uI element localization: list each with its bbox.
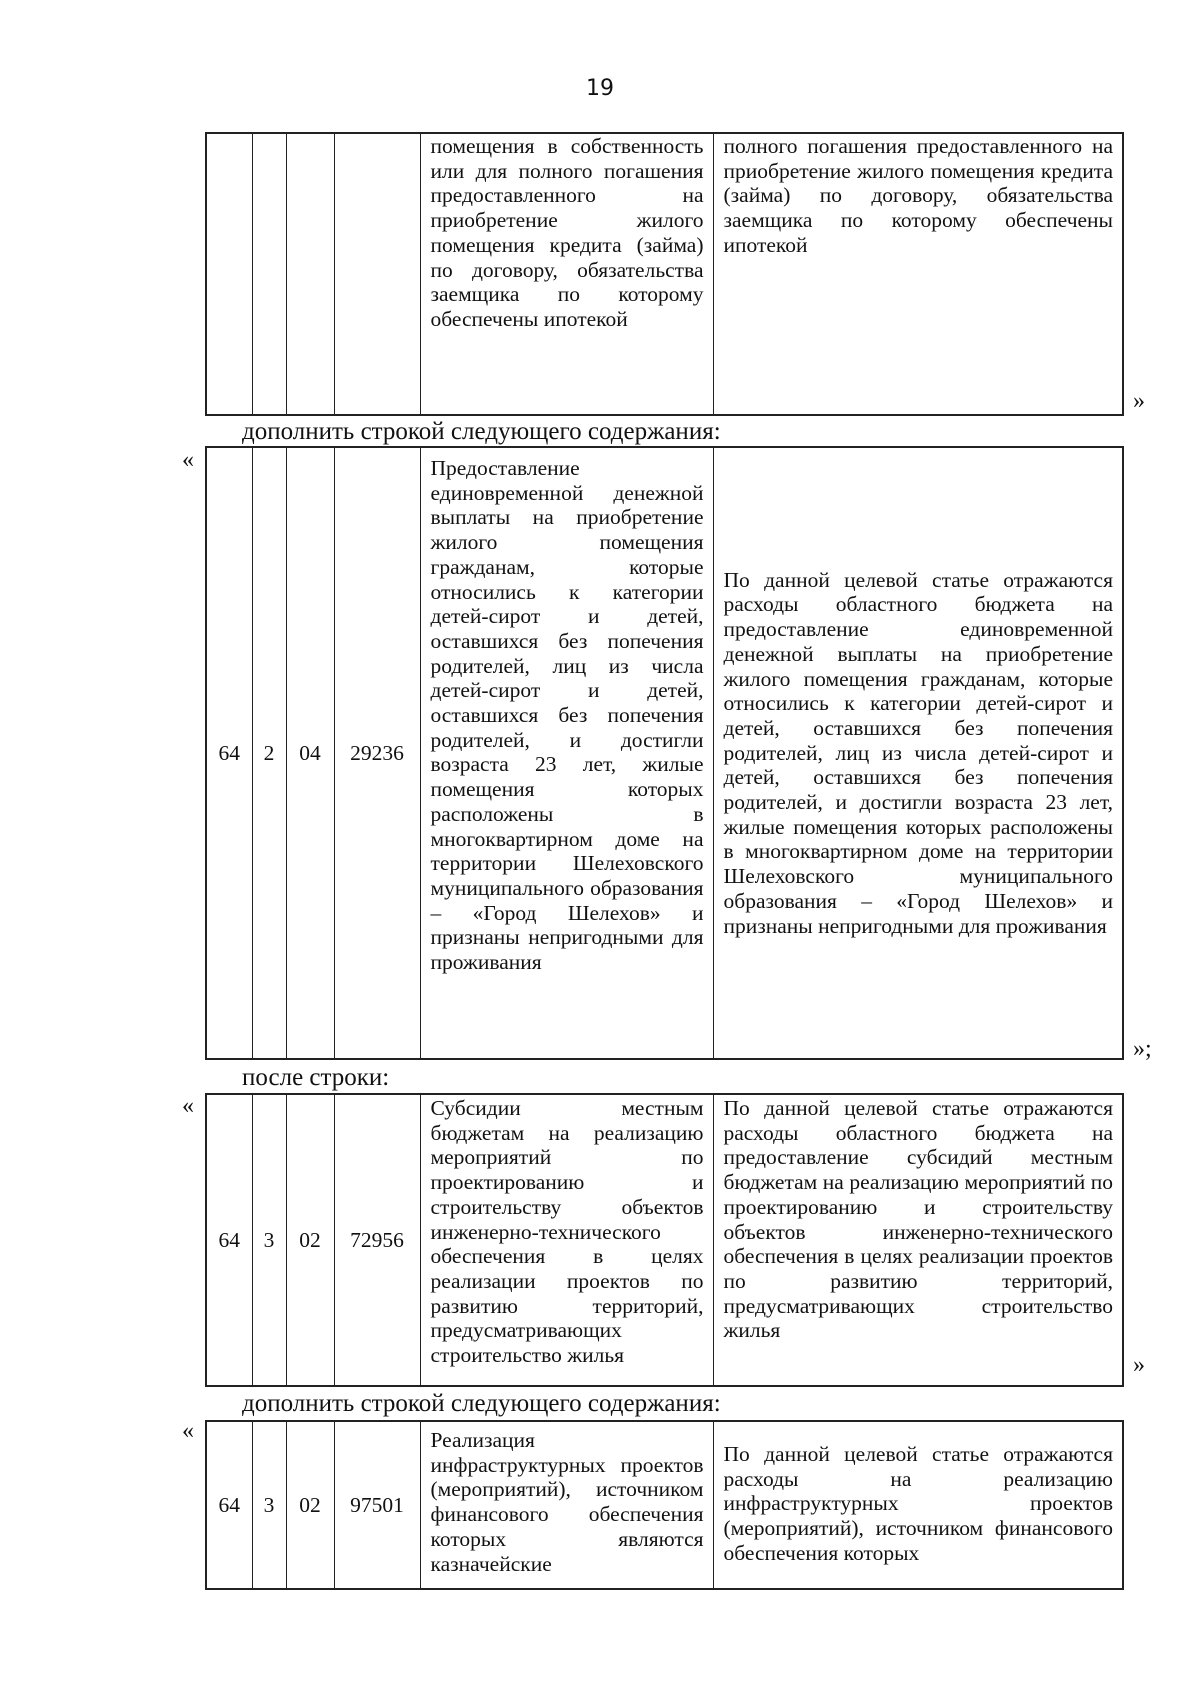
code-event: 04 [286, 447, 334, 1059]
row-description: полного погашения предоставленного на приобретение жилого помещения кредита (займа) по договору, обязательства заемщика по которому обеспечены ипотекой [723, 134, 1113, 257]
instruction-add-row-2: дополнить строкой следующего содержания: [242, 1390, 721, 1417]
code-program: 64 [206, 447, 252, 1059]
code-subprogram: 2 [252, 447, 286, 1059]
closing-quote: » [1133, 1352, 1145, 1378]
code-subprogram: 3 [252, 1094, 286, 1386]
row-name: Субсидии местным бюджетам на реализацию мероприятий по проектированию и строительству объектов инженерно-технического обеспечения в целях реализации проектов по развитию территорий, предусматривающих строительство жилья [430, 1096, 704, 1368]
code-subprogram [252, 133, 286, 415]
code-direction: 72956 [334, 1094, 420, 1386]
closing-quote-semicolon: »; [1133, 1036, 1152, 1062]
code-direction: 97501 [334, 1421, 420, 1589]
code-event [286, 133, 334, 415]
table-row [206, 1094, 1123, 1386]
code-direction [334, 133, 420, 415]
budget-table-added-row [205, 446, 1124, 1060]
table-row [206, 447, 1123, 1059]
opening-quote: « [182, 1418, 194, 1444]
instruction-add-row: дополнить строкой следующего содержания: [242, 418, 721, 445]
table-row [206, 1421, 1123, 1589]
code-event: 02 [286, 1421, 334, 1589]
opening-quote: « [182, 1093, 194, 1119]
code-program: 64 [206, 1421, 252, 1589]
code-subprogram: 3 [252, 1421, 286, 1589]
row-description: По данной целевой статье отражаются расходы на реализацию инфраструктурных проектов (мероприятий), источником финансового обеспечения которых [723, 1442, 1113, 1565]
budget-table-continuation [205, 132, 1124, 416]
code-direction: 29236 [334, 447, 420, 1059]
code-event: 02 [286, 1094, 334, 1386]
code-program [206, 133, 252, 415]
budget-table-added-row-2 [205, 1420, 1124, 1590]
budget-table-reference-row [205, 1093, 1124, 1387]
table-row [206, 133, 1123, 415]
closing-quote: » [1133, 388, 1145, 414]
row-name: Реализация инфраструктурных проектов (мероприятий), источником финансового обеспечения которых являются казначейские [430, 1428, 704, 1576]
row-name: помещения в собственность или для полного погашения предоставленного на приобретение жилого помещения кредита (займа) по договору, обязательства заемщика по которому обеспечены ипотекой [430, 134, 704, 331]
row-description: По данной целевой статье отражаются расходы областного бюджета на предоставление единовременной денежной выплаты на приобретение жилого помещения гражданам, которые относились к категории детей-сирот и детей, оставшихся без попечения родителей, лиц из числа детей-сирот и детей, оставшихся без попечения родителей, и достигли возраста 23 лет, жилые помещения которых расположены в многоквартирном доме на территории Шелеховского муниципального образования – «Город Шелехов» и признаны непригодными для проживания [723, 567, 1113, 938]
page-number: 19 [586, 76, 614, 101]
row-name: Предоставление единовременной денежной выплаты на приобретение жилого помещения гражданам, которые относились к категории детей-сирот и детей, оставшихся без попечения родителей, лиц из числа детей-сирот и детей, оставшихся без попечения родителей, и достигли возраста 23 лет, жилые помещения которых расположены в многоквартирном доме на территории Шелеховского муниципального образования – «Город Шелехов» и признаны непригодными для проживания [430, 456, 704, 975]
code-program: 64 [206, 1094, 252, 1386]
row-description: По данной целевой статье отражаются расходы областного бюджета на предоставление субсидий местным бюджетам на реализацию мероприятий по проектированию и строительству объектов инженерно-технического обеспечения в целях реализации проектов по развитию территорий, предусматривающих строительство жилья [723, 1096, 1113, 1343]
opening-quote: « [182, 447, 194, 473]
instruction-after-row: после строки: [242, 1064, 390, 1091]
